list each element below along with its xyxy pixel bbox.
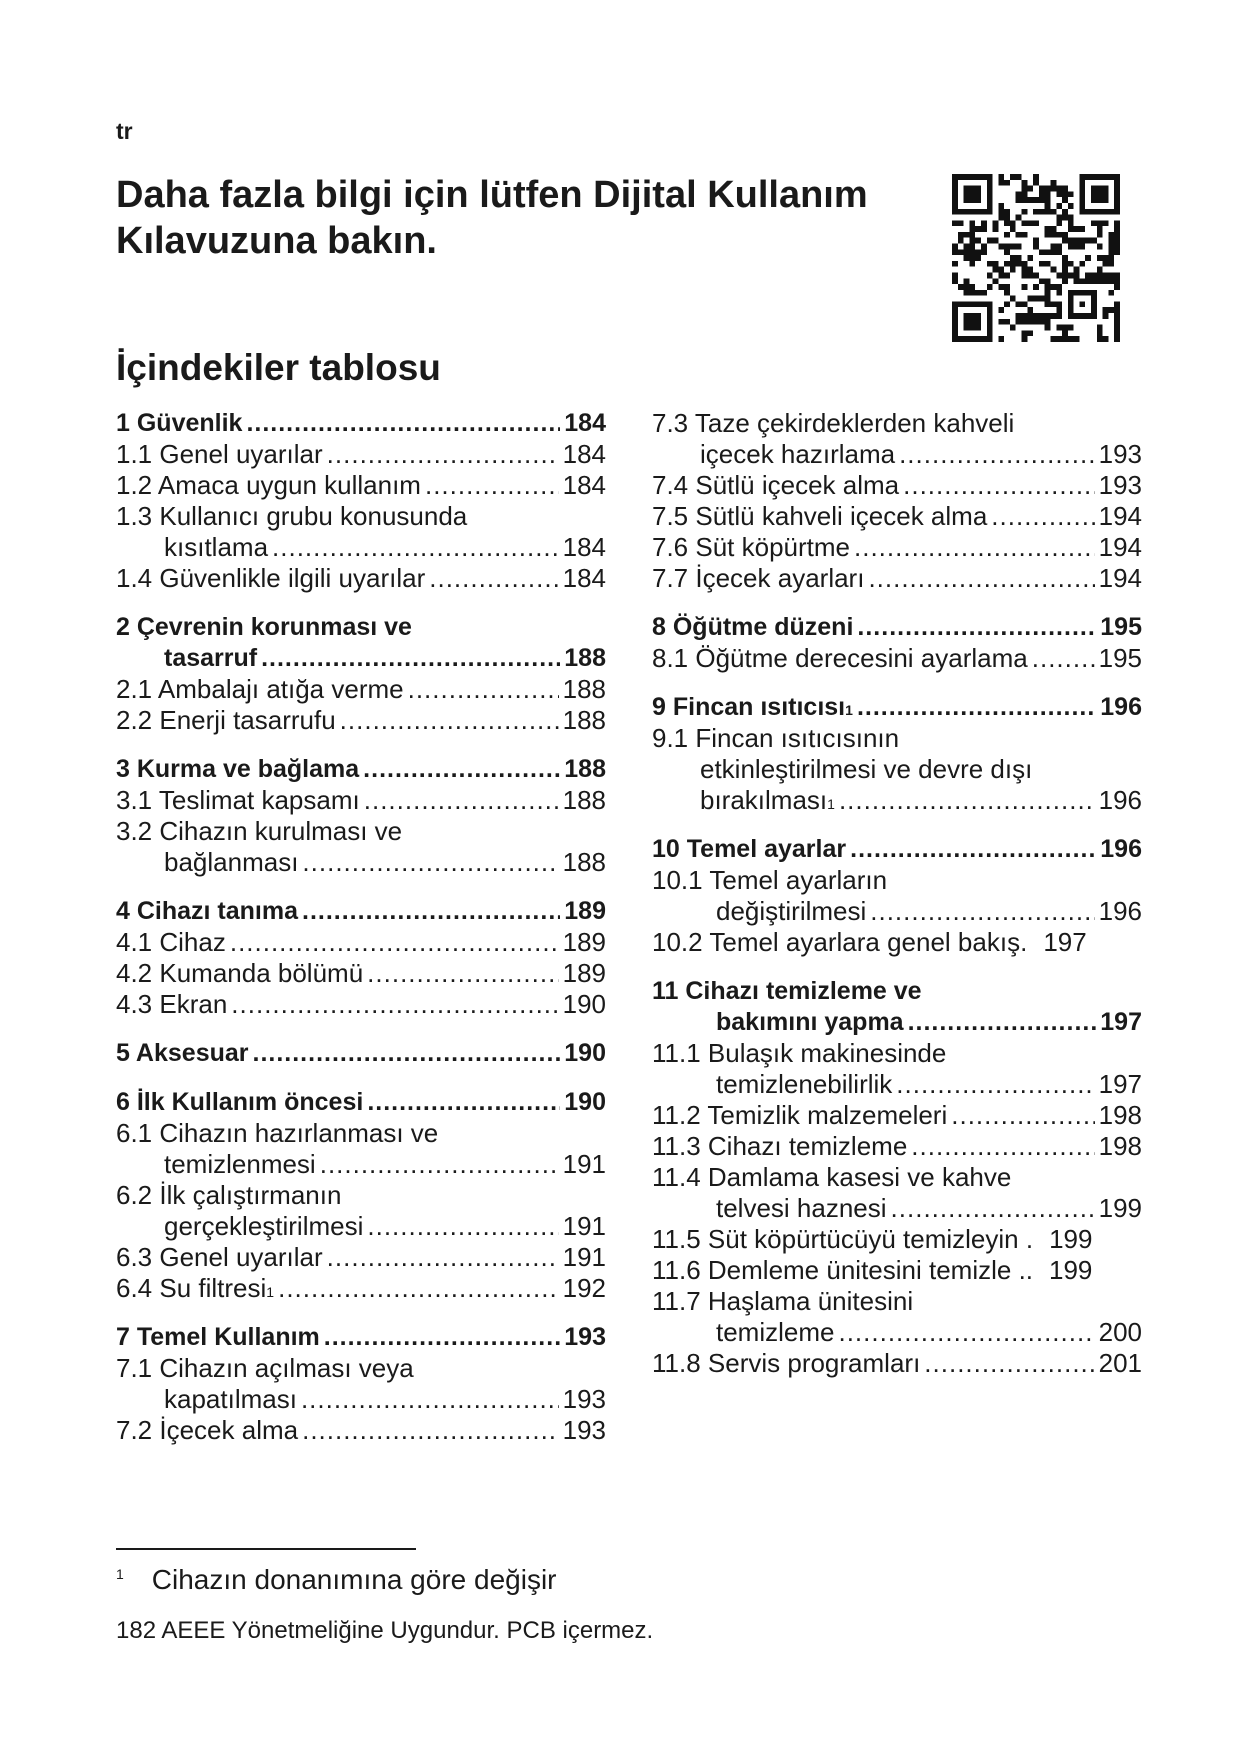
toc-entry[interactable]	[652, 1193, 1142, 1224]
toc-entry[interactable]: bırakılması 1 ..... 196	[652, 785, 1142, 816]
footnote-divider	[116, 1548, 416, 1550]
leader-dots	[324, 1322, 561, 1353]
toc-page-number: 184	[562, 532, 606, 562]
toc-entry-title: 10.1 Temel ayarların	[652, 865, 888, 895]
toc-page-number: 188	[564, 644, 606, 672]
toc-page-number: 197	[1100, 1008, 1142, 1036]
toc-chapter-entry[interactable]	[116, 1038, 606, 1069]
toc-entry-title: 6 İlk Kullanım öncesi	[116, 1088, 364, 1116]
toc-group	[116, 896, 606, 1020]
toc-entry-title: 3.2 Cihazın kurulması ve	[116, 816, 403, 846]
toc-entry-title: 10.2 Temel ayarlara genel bakış.	[652, 927, 1028, 957]
leader-dots	[896, 1069, 1094, 1100]
leader-dots	[340, 705, 559, 736]
toc-entry-title: 11.5 Süt köpürtücüyü temizleyin .	[652, 1224, 1034, 1254]
toc-entry[interactable]	[652, 643, 1142, 674]
leader-dots	[911, 1131, 1094, 1162]
toc-entry-title: bakımını yapma	[716, 1008, 904, 1036]
toc-group	[116, 612, 606, 736]
toc-group	[652, 612, 1142, 674]
leader-dots	[429, 563, 558, 594]
toc-page-number: 193	[1098, 439, 1142, 469]
toc-entry[interactable]	[116, 1180, 606, 1211]
toc-page-number: 188	[562, 705, 606, 735]
toc-entry-title: 7.5 Sütlü kahveli içecek alma	[652, 501, 988, 531]
toc-entry-title: 6.1 Cihazın hazırlanması ve	[116, 1118, 439, 1148]
toc-group	[116, 1322, 606, 1446]
toc-entry[interactable]	[116, 785, 606, 816]
toc-page-number: 184	[562, 470, 606, 500]
toc-page-number: 188	[562, 674, 606, 704]
toc-page-number: 190	[564, 1088, 606, 1116]
toc-page-number: 198	[1098, 1131, 1142, 1161]
footnote-text: Cihazın donanımına göre değişir	[151, 1564, 557, 1595]
toc-entry-title: 4.2 Kumanda bölümü	[116, 958, 364, 988]
toc-entry-title: 1.3 Kullanıcı grubu konusunda	[116, 501, 468, 531]
toc-entry-title: bırakılması	[700, 785, 828, 815]
leader-dots	[870, 896, 1094, 927]
toc-entry[interactable]	[652, 1317, 1142, 1348]
toc-entry-title: telvesi haznesi	[716, 1193, 887, 1223]
toc-page-number: 196	[1100, 835, 1142, 863]
toc-entry[interactable]	[116, 958, 606, 989]
page-title: Daha fazla bilgi için lütfen Dijital Kullanım Kılavuzuna bakın.	[116, 174, 868, 262]
toc-entry-title: 11.6 Demleme ünitesini temizle ..	[652, 1255, 1034, 1285]
leader-dots	[903, 470, 1094, 501]
toc-entry-title: 7 Temel Kullanım	[116, 1323, 320, 1351]
leader-dots	[868, 563, 1094, 594]
leader-dots	[850, 834, 1096, 865]
toc-entry[interactable]	[652, 1131, 1142, 1162]
toc-entry[interactable]	[652, 1286, 1142, 1317]
toc-chapter-entry[interactable]	[652, 834, 1142, 865]
leader-dots	[839, 785, 1095, 816]
toc-entry[interactable]	[652, 1348, 1142, 1379]
leader-dots	[857, 692, 1096, 723]
toc-chapter-entry[interactable]	[116, 408, 606, 439]
toc-entry[interactable]	[116, 470, 606, 501]
toc-page-number: 196	[1100, 693, 1142, 721]
toc-entry[interactable]	[652, 1100, 1142, 1131]
toc-entry[interactable]	[652, 1069, 1142, 1100]
toc-heading: İçindekiler tablosu	[116, 347, 441, 388]
leader-dots	[363, 754, 560, 785]
leader-dots	[838, 1317, 1094, 1348]
toc-group	[116, 408, 606, 594]
toc-page-number: 194	[1098, 501, 1142, 531]
toc-entry-title: 4 Cihazı tanıma	[116, 897, 298, 925]
toc-entry[interactable]	[652, 1038, 1142, 1069]
toc-page-number: 199	[1098, 1193, 1142, 1223]
toc-entry[interactable]	[116, 989, 606, 1020]
leader-dots	[367, 1087, 560, 1118]
leader-dots	[246, 408, 560, 439]
toc-entry-title: 9 Fincan ısıtıcısı	[652, 693, 846, 721]
toc-entry-title: 7.2 İçecek alma	[116, 1415, 299, 1445]
toc-page-number: 191	[562, 1211, 606, 1241]
toc-group	[652, 692, 1142, 816]
toc-chapter-entry[interactable]	[116, 896, 606, 927]
toc-group	[116, 1087, 606, 1304]
toc-entry[interactable]	[116, 1242, 606, 1273]
leader-dots	[327, 1242, 559, 1273]
leader-dots	[924, 1348, 1094, 1379]
toc-entry-title: 6.3 Genel uyarılar	[116, 1242, 323, 1272]
toc-entry-title: 11.2 Temizlik malzemeleri	[652, 1100, 948, 1130]
toc-entry-title: kapatılması	[164, 1384, 297, 1414]
toc-entry[interactable]	[652, 563, 1142, 594]
toc-entry[interactable]	[116, 674, 606, 705]
footnote-mark: 1	[116, 1565, 124, 1582]
toc-entry-title: 10 Temel ayarlar	[652, 835, 847, 863]
toc-page-number: 197	[1098, 1069, 1142, 1099]
leader-dots	[230, 927, 559, 958]
toc-page-number: 193	[1098, 470, 1142, 500]
toc-chapter-entry[interactable]	[116, 754, 606, 785]
toc-chapter-entry[interactable]	[652, 976, 1142, 1007]
toc-entry[interactable]	[652, 1162, 1142, 1193]
toc-chapter-entry[interactable]	[116, 1322, 606, 1353]
toc-chapter-entry[interactable]	[116, 1087, 606, 1118]
leader-dots	[891, 1193, 1095, 1224]
toc-entry-title: temizlenebilirlik	[716, 1069, 893, 1099]
toc-entry-title: 1.1 Genel uyarılar	[116, 439, 323, 469]
toc-page-number: 190	[564, 1039, 606, 1067]
qr-code[interactable]	[952, 174, 1120, 342]
toc-entry-title: 4.3 Ekran	[116, 989, 228, 1019]
toc-chapter-entry[interactable]	[116, 643, 606, 674]
toc-page-number: 192	[562, 1273, 606, 1303]
toc-entry[interactable]	[652, 439, 1142, 470]
toc-chapter-entry[interactable]: 9 Fincan ısıtıcısı 1 ..... 196	[652, 692, 1142, 723]
toc-entry[interactable]	[116, 847, 606, 878]
toc-page-number: 184	[564, 409, 606, 437]
toc-page-number: 184	[562, 439, 606, 469]
toc-entry[interactable]	[116, 1118, 606, 1149]
toc-entry[interactable]	[652, 723, 1142, 754]
leader-dots	[425, 470, 559, 501]
toc-entry-title: 11.7 Haşlama ünitesini	[652, 1286, 914, 1316]
toc-entry-title: içecek hazırlama	[700, 439, 896, 469]
toc-entry[interactable]	[116, 1353, 606, 1384]
leader-dots	[367, 1211, 558, 1242]
toc-group	[116, 754, 606, 878]
toc-page-number: 188	[562, 785, 606, 815]
toc-right-column	[652, 408, 1142, 1397]
toc-entry[interactable]	[116, 563, 606, 594]
toc-entry-title: 7.6 Süt köpürtme	[652, 532, 850, 562]
toc-page-number: 194	[1098, 563, 1142, 593]
leader-dots	[1032, 643, 1095, 674]
leader-dots	[364, 785, 559, 816]
toc-page-number: 199	[1049, 1224, 1093, 1254]
leader-dots	[253, 1038, 561, 1069]
toc-entry-title: 11 Cihazı temizleme ve	[652, 977, 922, 1005]
toc-page-number: 196	[1098, 785, 1142, 815]
leader-dots	[327, 439, 559, 470]
toc-entry-title: bağlanması	[164, 847, 299, 877]
toc-entry-title: 2.2 Enerji tasarrufu	[116, 705, 336, 735]
leader-dots	[278, 1273, 559, 1304]
toc-left-column	[116, 408, 606, 1464]
leader-dots	[301, 1384, 559, 1415]
toc-entry-title: 7.1 Cihazın açılması veya	[116, 1353, 414, 1383]
toc-page-number: 196	[1098, 896, 1142, 926]
toc-entry[interactable]	[652, 1255, 1142, 1286]
leader-dots	[908, 1007, 1097, 1038]
toc-entry-title: gerçekleştirilmesi	[164, 1211, 364, 1241]
toc-entry-title: 7.3 Taze çekirdeklerden kahveli	[652, 408, 1015, 438]
toc-entry-title: 9.1 Fincan ısıtıcısının	[652, 723, 900, 753]
toc-entry[interactable]	[116, 816, 606, 847]
toc-entry-title: 1.4 Güvenlikle ilgili uyarılar	[116, 563, 426, 593]
toc-entry[interactable]	[652, 532, 1142, 563]
toc-entry-title: 1 Güvenlik	[116, 409, 243, 437]
toc-entry-title: 3.1 Teslimat kapsamı	[116, 785, 360, 815]
toc-page-number: 189	[562, 927, 606, 957]
toc-entry-title: 2.1 Ambalajı atığa verme	[116, 674, 404, 704]
toc-entry[interactable]	[652, 754, 1142, 785]
toc-entry[interactable]	[116, 1415, 606, 1446]
leader-dots	[261, 643, 560, 674]
toc-page-number: 193	[562, 1384, 606, 1414]
leader-dots	[857, 612, 1096, 643]
toc-entry-title: 5 Aksesuar	[116, 1039, 249, 1067]
toc-page-number: 198	[1098, 1100, 1142, 1130]
toc-page-number: 199	[1049, 1255, 1093, 1285]
toc-page-number: 194	[1098, 532, 1142, 562]
toc-entry[interactable]	[116, 1149, 606, 1180]
toc-entry[interactable]	[652, 1224, 1142, 1255]
toc-entry[interactable]	[116, 705, 606, 736]
toc-page-number: 189	[564, 897, 606, 925]
toc-page-number: 184	[562, 563, 606, 593]
toc-entry-title: 6.2 İlk çalıştırmanın	[116, 1180, 342, 1210]
toc-entry-title: 7.4 Sütlü içecek alma	[652, 470, 900, 500]
toc-page-number: 195	[1100, 613, 1142, 641]
toc-group	[652, 408, 1142, 594]
leader-dots	[320, 1149, 559, 1180]
toc-page-number: 201	[1098, 1348, 1142, 1378]
toc-entry-title: kısıtlama	[164, 532, 269, 562]
leader-dots	[272, 532, 559, 563]
toc-entry-title: etkinleştirilmesi ve devre dışı	[700, 754, 1033, 784]
toc-page-number: 191	[562, 1242, 606, 1272]
toc-group	[652, 976, 1142, 1379]
toc-entry-title: 8 Öğütme düzeni	[652, 613, 854, 641]
toc-page-number: 191	[562, 1149, 606, 1179]
leader-dots	[899, 439, 1095, 470]
toc-entry[interactable]	[116, 439, 606, 470]
toc-entry-title: temizleme	[716, 1317, 835, 1347]
toc-entry[interactable]: 6.4 Su filtresi 1 ..... 192	[116, 1273, 606, 1304]
toc-page-number: 197	[1043, 927, 1087, 957]
toc-entry-title: 2 Çevrenin korunması ve	[116, 613, 412, 641]
toc-entry[interactable]	[652, 470, 1142, 501]
toc-group	[116, 1038, 606, 1069]
toc-entry-title: değiştirilmesi	[716, 896, 867, 926]
toc-page-number: 193	[562, 1415, 606, 1445]
toc-page-number: 188	[562, 847, 606, 877]
leader-dots	[951, 1100, 1094, 1131]
toc-group	[652, 834, 1142, 958]
leader-dots	[302, 1415, 559, 1446]
toc-entry[interactable]	[116, 927, 606, 958]
toc-entry-title: 6.4 Su filtresi	[116, 1273, 267, 1303]
toc-entry-title: 11.3 Cihazı temizleme	[652, 1131, 908, 1161]
leader-dots	[854, 532, 1095, 563]
toc-page-number: 195	[1098, 643, 1142, 673]
toc-entry[interactable]	[652, 408, 1142, 439]
toc-entry[interactable]	[116, 501, 606, 532]
toc-entry-title: 11.1 Bulaşık makinesinde	[652, 1038, 947, 1068]
footer-note: 182 AEEE Yönetmeliğine Uygundur. PCB içermez.	[116, 1617, 654, 1644]
leader-dots	[302, 847, 558, 878]
leader-dots	[991, 501, 1094, 532]
toc-entry-title: 3 Kurma ve bağlama	[116, 755, 360, 783]
toc-entry-title: 1.2 Amaca uygun kullanım	[116, 470, 421, 500]
toc-entry-title: 7.7 İçecek ayarları	[652, 563, 865, 593]
toc-chapter-entry[interactable]	[652, 612, 1142, 643]
toc-entry[interactable]	[652, 896, 1142, 927]
toc-page-number: 193	[564, 1323, 606, 1351]
toc-entry[interactable]	[652, 927, 1142, 958]
toc-entry-title: temizlenmesi	[164, 1149, 316, 1179]
toc-entry-title: 4.1 Cihaz	[116, 927, 226, 957]
leader-dots	[302, 896, 560, 927]
leader-dots	[231, 989, 558, 1020]
toc-entry[interactable]	[116, 532, 606, 563]
toc-chapter-entry[interactable]	[116, 612, 606, 643]
toc-entry-title: 11.8 Servis programları	[652, 1348, 921, 1378]
toc-entry-title: 11.4 Damlama kasesi ve kahve	[652, 1162, 1012, 1192]
toc-entry[interactable]	[652, 501, 1142, 532]
toc-entry[interactable]	[116, 1384, 606, 1415]
toc-entry-title: 8.1 Öğütme derecesini ayarlama	[652, 643, 1028, 673]
leader-dots	[367, 958, 558, 989]
footnote	[116, 1564, 556, 1596]
toc-entry[interactable]	[652, 865, 1142, 896]
toc-entry-title: tasarruf	[164, 644, 258, 672]
toc-page-number: 190	[562, 989, 606, 1019]
leader-dots	[408, 674, 559, 705]
toc-page-number: 200	[1098, 1317, 1142, 1347]
language-code: tr	[116, 118, 133, 144]
toc-chapter-entry[interactable]	[652, 1007, 1142, 1038]
toc-page-number: 189	[562, 958, 606, 988]
toc-page-number: 188	[564, 755, 606, 783]
toc-entry[interactable]	[116, 1211, 606, 1242]
